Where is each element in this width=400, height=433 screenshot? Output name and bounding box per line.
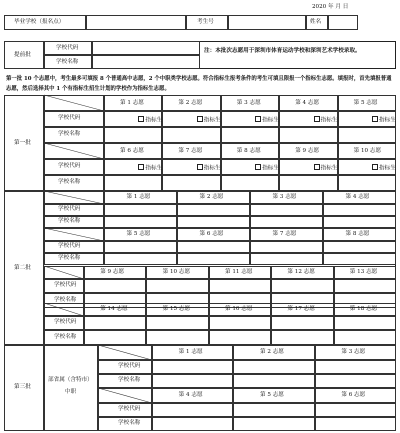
batch1-choice-label: 第 5 志愿 — [353, 100, 378, 106]
early-batch-label: 提前批 — [14, 52, 31, 58]
batch1-choice-label: 第 1 志愿 — [120, 100, 144, 106]
batch2-choice-label: 第 1 志愿 — [126, 194, 151, 200]
batch2-choice-label: 第 16 志愿 — [225, 306, 253, 312]
zhibiao-label: 指标生 — [320, 117, 338, 124]
batch1-code-label: 学校代码 — [58, 115, 81, 121]
early-name-label: 学校名称 — [56, 59, 79, 65]
batch2-corner-diagonal — [44, 266, 84, 279]
batch1-choice-label: 第 2 志愿 — [178, 100, 203, 106]
batch3-corner-diagonal — [98, 388, 152, 403]
batch2-name-label: 学校名称 — [54, 334, 77, 340]
zhibiao-label: 指标生 — [203, 117, 221, 124]
batch3-corner-diagonal — [98, 345, 152, 360]
batch2-choice-label: 第 3 志愿 — [272, 194, 297, 200]
batch2-choice-label: 第 5 志愿 — [126, 231, 151, 237]
batch2-corner-diagonal — [44, 228, 104, 241]
batch2-label: 第二批 — [14, 265, 31, 271]
batch2-code-label: 学校代码 — [54, 319, 77, 325]
early-batch-note: 注：本批次志愿用于深圳市体育运动学校和深圳艺术学校录取。 — [204, 48, 361, 54]
instruction-text: 第一批 10 个志愿中，考生最多可填报 8 个普通高中志愿，2 个中职类学校志愿。符合指标生报考条件的考生可填且限报一个指标生志愿。填报时，首先填报普通志愿，然后选择其中 1 个有指标生招生计划的学校作为指标生志愿。 — [6, 76, 392, 92]
batch2-code-label: 学校代码 — [58, 243, 81, 249]
batch2-choice-label: 第 8 志愿 — [345, 231, 370, 237]
zhibiao-label: 指标生 — [320, 165, 338, 172]
batch2-choice-label: 第 13 志愿 — [349, 269, 378, 275]
batch1-choice-label: 第 7 志愿 — [178, 148, 203, 154]
batch2-code-label: 学校代码 — [58, 206, 81, 212]
early-code-label: 学校代码 — [56, 45, 79, 51]
batch1-corner-diagonal — [44, 95, 104, 111]
batch2-choice-label: 第 15 志愿 — [162, 306, 191, 312]
batch2-choice-label: 第 7 志愿 — [272, 231, 297, 237]
batch2-choice-label: 第 18 志愿 — [349, 306, 378, 312]
batch2-choice-label: 第 2 志愿 — [199, 194, 224, 200]
batch2-choice-label: 第 12 志愿 — [287, 269, 315, 275]
date-label: 2020 年 月 日 — [312, 4, 349, 10]
batch2-corner-diagonal — [44, 191, 104, 204]
batch3-name-label: 学校名称 — [118, 377, 141, 383]
zhibiao-label: 指标生 — [203, 165, 221, 172]
batch3-choice-label: 第 2 志愿 — [260, 349, 284, 355]
name-label: 姓名 — [310, 19, 322, 25]
batch1-choice-label: 第 3 志愿 — [236, 100, 261, 106]
zhibiao-label: 指标生 — [145, 117, 163, 124]
batch2-name-label: 学校名称 — [58, 255, 81, 261]
batch1-choice-label: 第 4 志愿 — [295, 100, 320, 106]
batch1-choice-label: 第 9 志愿 — [295, 148, 320, 154]
zhibiao-label: 指标生 — [145, 165, 163, 172]
batch1-choice-label: 第 6 志愿 — [120, 148, 144, 154]
zhibiao-label: 指标生 — [379, 165, 396, 172]
batch2-choice-label: 第 11 志愿 — [225, 269, 253, 275]
batch2-choice-label: 第 4 志愿 — [345, 194, 370, 200]
batch2-choice-label: 第 9 志愿 — [100, 269, 125, 275]
batch3-choice-label: 第 1 志愿 — [178, 349, 203, 355]
batch3-sub-label-1: 部省属（含特市） — [48, 377, 93, 383]
batch2-choice-label: 第 17 志愿 — [287, 306, 315, 312]
batch3-choice-label: 第 6 志愿 — [341, 392, 366, 398]
batch2-corner-diagonal — [44, 303, 84, 316]
zhibiao-label: 指标生 — [262, 165, 279, 172]
batch3-label: 第三批 — [14, 384, 31, 390]
batch1-name-label: 学校名称 — [58, 131, 81, 137]
batch3-name-label: 学校名称 — [118, 420, 141, 426]
batch3-choice-label: 第 4 志愿 — [178, 392, 203, 398]
batch3-choice-label: 第 3 志愿 — [341, 349, 366, 355]
batch2-choice-label: 第 14 志愿 — [100, 306, 128, 312]
batch2-code-label: 学校代码 — [54, 282, 77, 288]
batch1-label: 第一批 — [14, 140, 31, 146]
batch2-name-label: 学校名称 — [54, 297, 77, 303]
school-label: 毕业学校（报名点） — [14, 19, 65, 25]
zhibiao-label: 指标生 — [262, 117, 279, 124]
batch3-choice-label: 第 5 志愿 — [260, 392, 284, 398]
zhibiao-label: 指标生 — [379, 117, 396, 124]
batch1-choice-label: 第 10 志愿 — [353, 148, 382, 154]
batch3-code-label: 学校代码 — [118, 406, 141, 412]
batch3-code-label: 学校代码 — [118, 363, 141, 369]
batch2-choice-label: 第 10 志愿 — [162, 269, 191, 275]
batch1-corner-diagonal — [44, 143, 104, 159]
batch2-choice-label: 第 6 志愿 — [199, 231, 224, 237]
batch1-code-label: 学校代码 — [58, 163, 81, 169]
batch1-choice-label: 第 8 志愿 — [236, 148, 261, 154]
batch1-name-label: 学校名称 — [58, 179, 81, 185]
exam-no-label: 考生号 — [197, 19, 214, 25]
batch2-name-label: 学校名称 — [58, 218, 81, 224]
batch3-sub-label-2: 中职 — [65, 389, 77, 395]
